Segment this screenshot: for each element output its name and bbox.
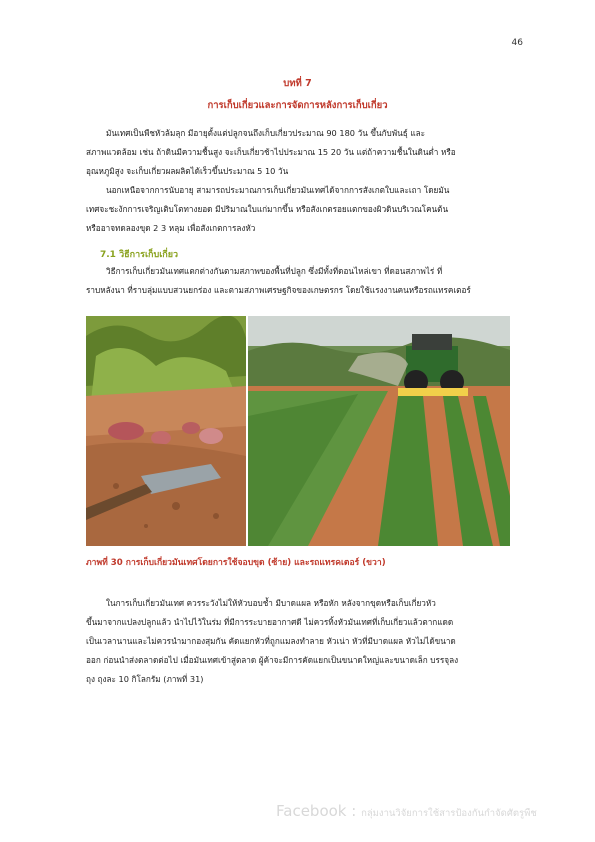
text-line: ออก ก่อนนำส่งตลาดต่อไป เมื่อมันเทศเข้าสู่ตลาด ผู้ค้าจะมีการคัดแยกเป็นขนาดใหญ่และขนาดเล็ก บรรจุลง [86,655,459,665]
page-number: 46 [511,38,523,48]
text-line: ถุง ถุงละ 10 กิโลกรัม (ภาพที่ 31) [86,674,204,684]
photo-tractor-harvest [248,316,510,546]
intro-paragraph-2 [86,181,526,238]
text-line: ราบหลังนา ที่ราบลุ่มแบบสวนยกร่อง และตามสภาพเศรษฐกิจของเกษตรกร โดยใช้แรงงานคนหรือรถแทรคเตอร์ [86,285,471,295]
text-line: หรืออาจทดลองขุด 2 3 หลุม เพื่อสังเกตการลงหัว [86,223,256,233]
post-figure-paragraph [86,594,526,689]
text-line: วิธีการเก็บเกี่ยวมันเทศแตกต่างกันตามสภาพของพื้นที่ปลูก ซึ่งมีทั้งที่ดอนไหล่เขา ที่ดอนสภาพไร่ ที่ [106,266,443,276]
text-line: อุณหภูมิสูง จะเก็บเกี่ยวผลผลิตได้เร็วขึ้นประมาณ 5 10 วัน [86,166,289,176]
text-line: เป็นเวลานานและไม่ควรนำมากองสุมกัน คัดแยกหัวที่ถูกแมลงทำลาย หัวเน่า หัวที่มีบาดแผล หัวไม่ได้ขนาด [86,636,456,646]
watermark-group: กลุ่มงานวิจัยการใช้สารป้องกันกำจัดศัตรูพืช [361,808,537,819]
text-line: เทศจะชะงักการเจริญเติบโตทางยอด มีปริมาณใบแก่มากขึ้น หรือสังเกตรอยแตกของผิวดินบริเวณโคนต้น [86,204,449,214]
text-line: มันเทศเป็นพืชหัวล้มลุก มีอายุตั้งแต่ปลูกจนถึงเก็บเกี่ยวประมาณ 90 180 วัน ขึ้นกับพันธุ์ และ [106,128,426,138]
intro-paragraph-1 [86,124,526,181]
photo-hoe-harvest [86,316,246,546]
watermark-brand: Facebook : [276,802,357,820]
text-line: สภาพแวดล้อม เช่น ถ้าดินมีความชื้นสูง จะเก็บเกี่ยวช้าไปประมาณ 15 20 วัน แต่ถ้าความชื้นในดินต่ำ หรือ [86,147,456,157]
text-line: ขึ้นมาจากแปลงปลูกแล้ว นำไปไว้ในร่ม ที่มีการระบายอากาศดี ไม่ควรทิ้งหัวมันเทศที่เก็บเกี่ยวแล้วตากแดด [86,617,454,627]
figure-caption: ภาพที่ 30 การเก็บเกี่ยวมันเทศโดยการใช้จอบขุด (ซ้าย) และรถแทรคเตอร์ (ขวา) [86,558,386,568]
tractor-harvest-image [248,316,510,546]
section-paragraph [86,262,526,300]
text-line: ในการเก็บเกี่ยวมันเทศ ควรระวังไม่ให้หัวบอบช้ำ มีบาดแผล หรือหัก หลังจากขุดหรือเก็บเกี่ยวหัว [106,598,436,608]
watermark [276,802,537,821]
text-line: นอกเหนือจากการนับอายุ สามารถประมาณการเก็บเกี่ยวมันเทศได้จากการสังเกตใบและเถา โดยมัน [106,185,450,195]
hoe-harvest-image [86,316,246,546]
chapter-number: บทที่ 7 [283,78,312,89]
chapter-title: การเก็บเกี่ยวและการจัดการหลังการเก็บเกี่ยว [207,100,388,111]
section-heading: 7.1 วิธีการเก็บเกี่ยว [100,250,179,260]
